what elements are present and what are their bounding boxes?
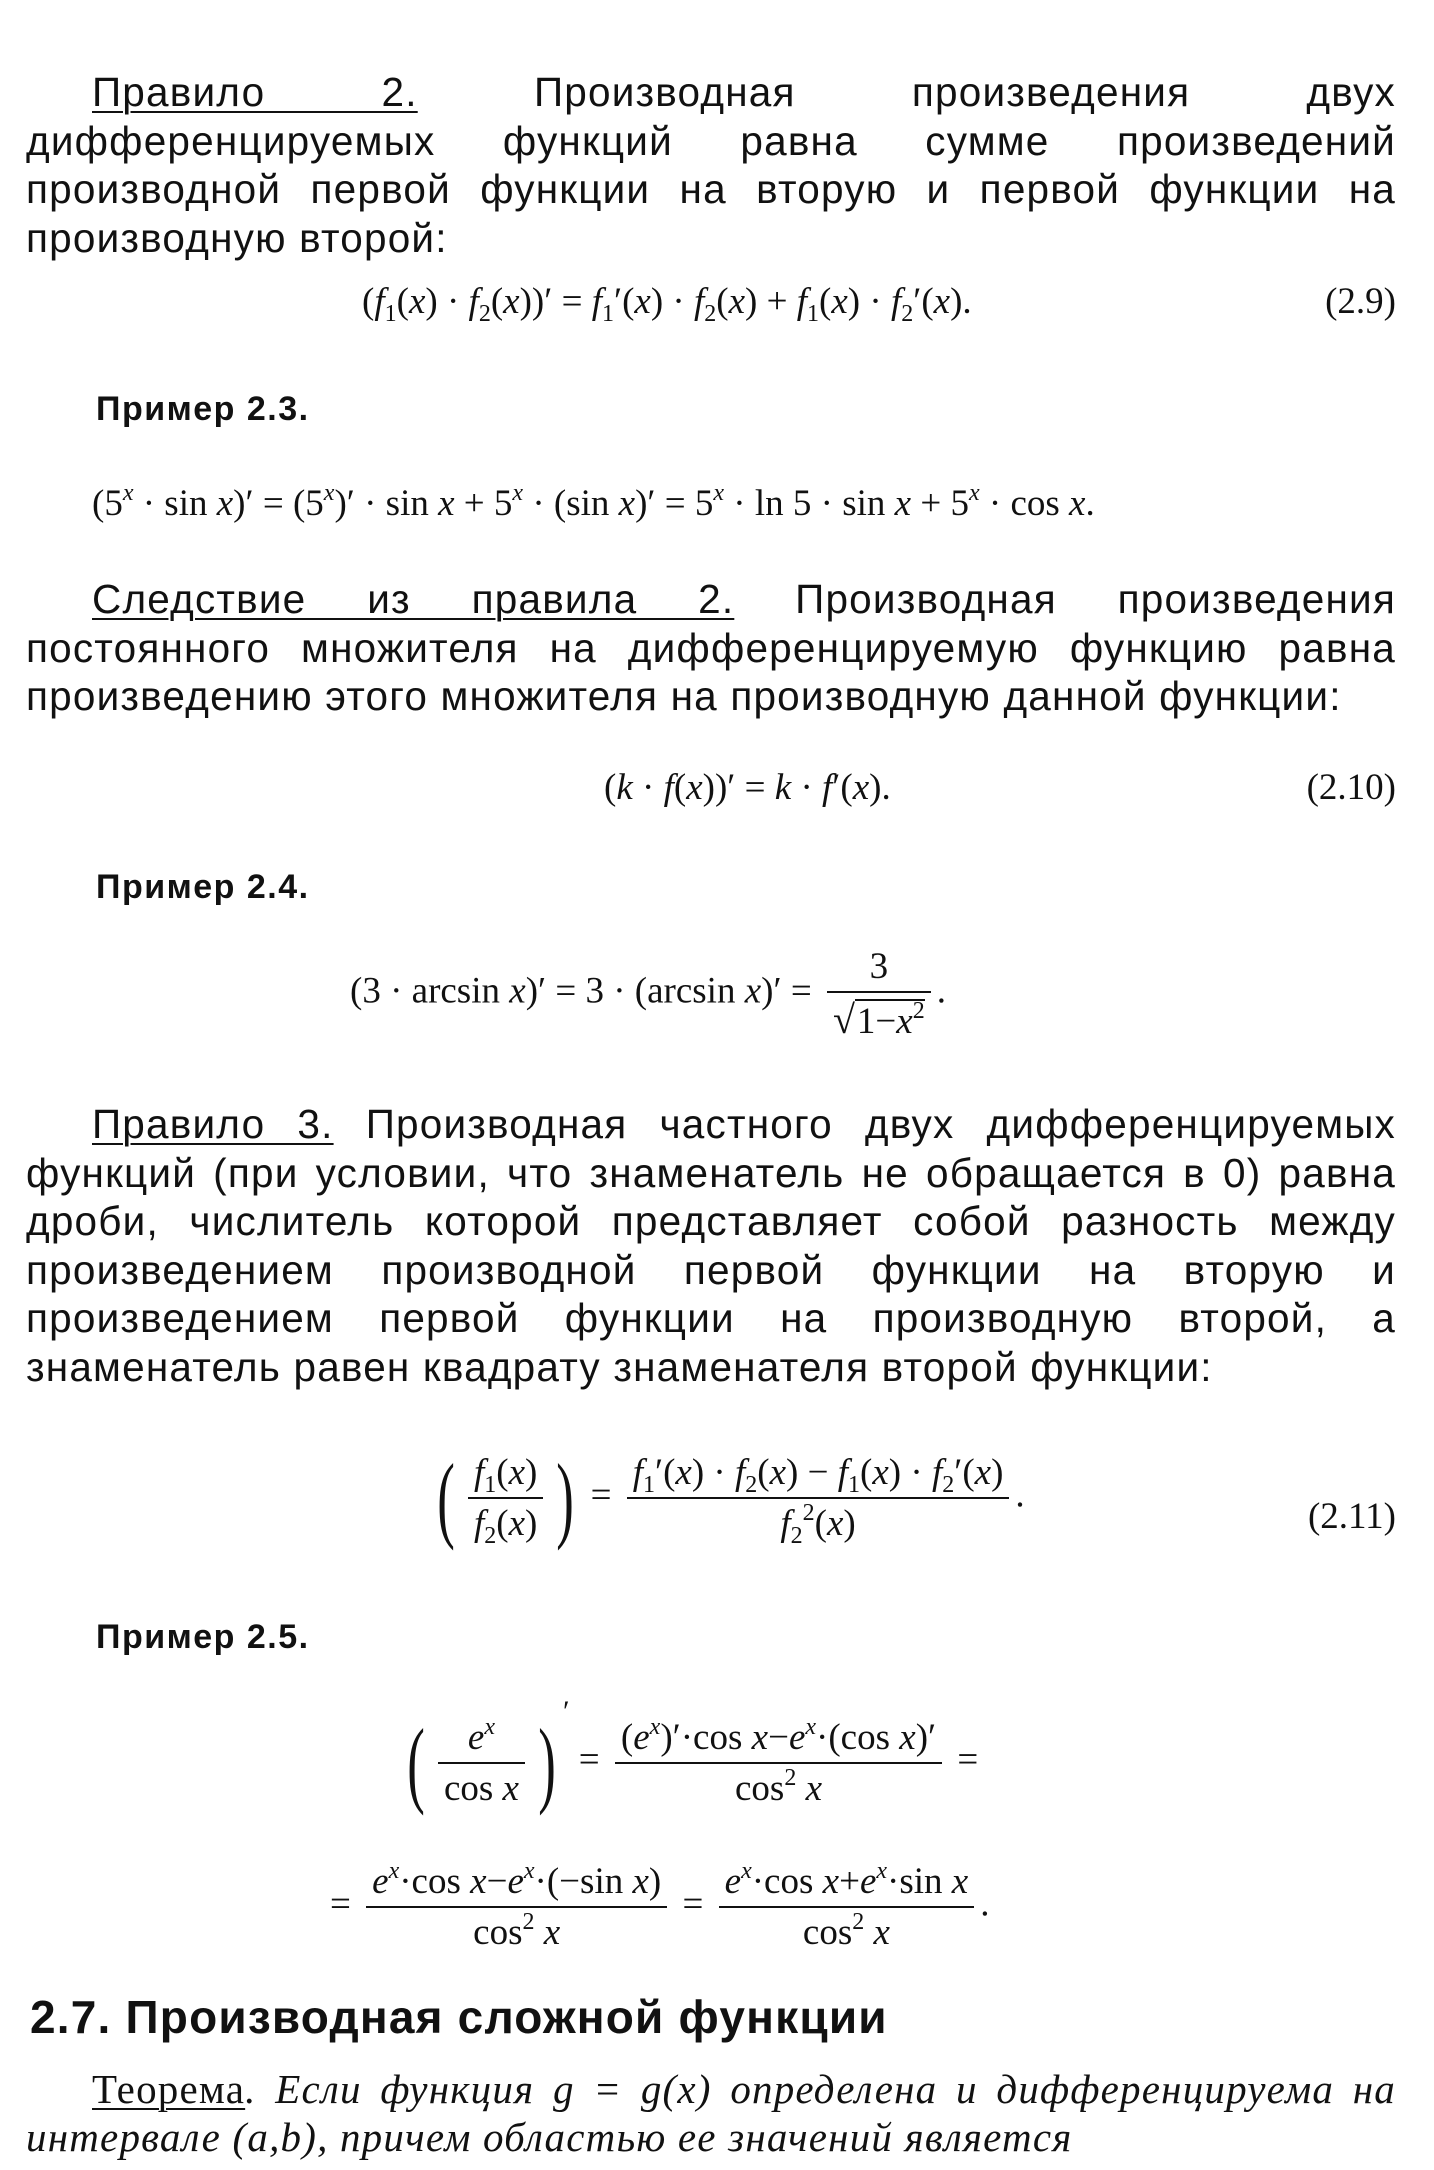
example-2-4-label: Пример 2.4.	[96, 868, 310, 906]
rule-2-text: Производная произведения двух дифференцируемых функций равна сумме произведений производной первой функции на вторую и первой функции на производную второй:	[26, 69, 1396, 261]
corollary-paragraph	[26, 575, 1396, 721]
rule-2-label: Правило 2.	[92, 69, 418, 115]
example-2-3-formula: $(5^x \cdot \sin x)' = (5^x)' \cdot \sin x + 5^x \cdot (\sin$ $x)' = 5^x \cdot \ln 5 \cdot \sin x + 5^x \cdot \cos x$.	[92, 480, 1095, 524]
equation-number-2-10: (2.10)	[1306, 767, 1396, 808]
example-2-5-formula-line-2: = $\frac{e^x\cdot\cos x-e^x\cdot(-\sin x)}{\cos^2 x}$ = $\frac{e^x\cdot\cos x+e^x\cdot\sin x}{\cos^2 x}$ .	[330, 1858, 990, 1953]
section-heading: 2.7. Производная сложной функции	[30, 1991, 888, 2043]
corollary-text: Производная произведения постоянного множителя на дифференцируемую функцию равна произведению этого множителя на производную данной функции:	[26, 576, 1396, 719]
rule-2-paragraph	[26, 68, 1396, 262]
example-2-5-label: Пример 2.5.	[96, 1618, 310, 1656]
example-2-4-formula: (3 · arcsin x)′ = 3 · (arcsin x)′ = $\frac{3}{√1-x^2}$ .	[350, 946, 946, 1042]
rule-3-text: Производная частного двух дифференцируемых функций (при условии, что знаменатель не обращается в 0) равна дроби, числитель которой представляет собой разность между произведением производной первой функции на вторую и произведением первой функции на производную второй, а знаменатель равен квадрату знаменателя второй функции:	[26, 1101, 1397, 1390]
formula-2-11: ( $\frac{f_1(x)}{f_2(x)}$ ) = $\frac{f_1'(x) \cdot f_2(x) - f_1(x) \cdot f_2'(x)}{f_2^2(x)}$ .	[437, 1444, 1025, 1551]
formula-2-9: $(f_1(x) \cdot f_2(x))' = f_1'(x) \cdot f_2(x) + f_1(x) \cdot f_2'(x)$.	[362, 281, 972, 327]
rule-3-paragraph	[26, 1100, 1396, 1391]
equation-number-2-11: (2.11)	[1307, 1496, 1396, 1537]
corollary-label: Следствие из правила 2.	[92, 576, 735, 622]
example-2-5-formula-line-1: ( $\frac{e^x}{\text{cos x}}$ ) ′ = $\frac{(e^x)'\cdot\cos x-e^x\cdot(\cos x)'}{\cos^2 x}$ =	[407, 1695, 979, 1816]
theorem-paragraph	[26, 2065, 1396, 2161]
theorem-label: Теорема	[92, 2066, 246, 2112]
theorem-text: . Если функция g = g(x) определена и дифференцируема на интервале (a,b), причем областью ее значений является	[26, 2066, 1396, 2160]
example-2-3-label: Пример 2.3.	[96, 390, 310, 428]
rule-3-label: Правило 3.	[92, 1101, 334, 1147]
formula-2-10: (k · f(x))′ = k · f′(x).	[604, 767, 891, 808]
equation-number-2-9: (2.9)	[1325, 281, 1396, 322]
